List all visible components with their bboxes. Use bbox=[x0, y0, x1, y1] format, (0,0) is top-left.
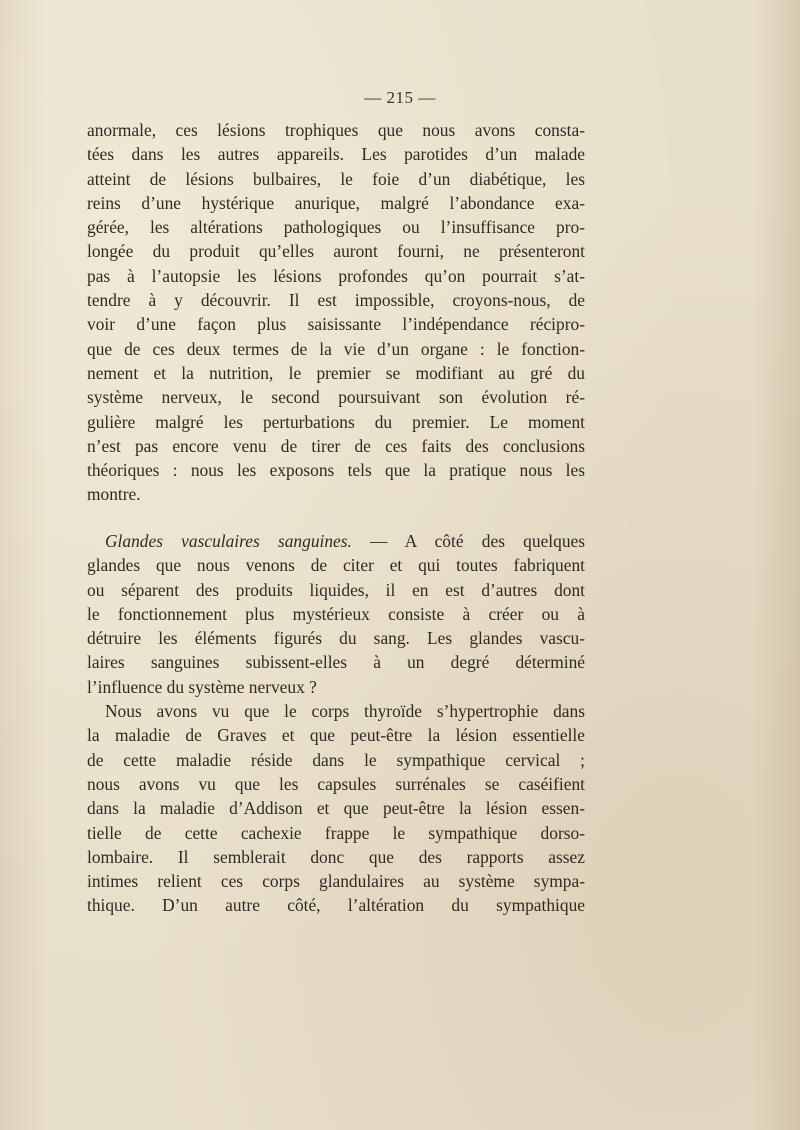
text-line: reins d’une hystérique anurique, malgré l’abondance exa- bbox=[87, 192, 585, 213]
text-line: laires sanguines subissent-elles à un degré déterminé bbox=[87, 652, 585, 673]
text-line: gulière malgré les perturbations du premier. Le moment bbox=[87, 411, 585, 432]
text-line: montre. bbox=[87, 484, 141, 505]
text-line: n’est pas encore venu de tirer de ces faits des conclusions bbox=[87, 435, 585, 456]
text-line: intimes relient ces corps glandulaires au système sympa- bbox=[87, 871, 585, 892]
text-line: pas à l’autopsie les lésions profondes qu’on pourrait s’at- bbox=[87, 265, 585, 286]
text-line: dans la maladie d’Addison et que peut-être la lésion essen- bbox=[87, 798, 585, 819]
text-line: la maladie de Graves et que peut-être la lésion essentielle bbox=[87, 725, 585, 746]
text-line: système nerveux, le second poursuivant son évolution ré- bbox=[87, 387, 585, 408]
text-line: nement et la nutrition, le premier se modifiant au gré du bbox=[87, 362, 585, 383]
text-line: le fonctionnement plus mystérieux consiste à créer ou à bbox=[87, 603, 585, 624]
section-glandes-vasculaires bbox=[87, 529, 585, 918]
page-number: — 215 — bbox=[364, 88, 436, 107]
text-line: détruire les éléments figurés du sang. Les glandes vascu- bbox=[87, 628, 585, 649]
text-line: tielle de cette cachexie frappe le sympathique dorso- bbox=[87, 822, 585, 843]
text-line: de cette maladie réside dans le sympathique cervical ; bbox=[87, 749, 585, 770]
text-line: gérée, les altérations pathologiques ou l’insuffisance pro- bbox=[87, 217, 585, 238]
text-line: Nous avons vu que le corps thyroïde s’hypertrophie dans bbox=[105, 701, 585, 722]
text-line: que de ces deux termes de la vie d’un organe : le fonction- bbox=[87, 338, 585, 359]
text-line: l’influence du système nerveux ? bbox=[87, 676, 317, 697]
text-line: tées dans les autres appareils. Les parotides d’un malade bbox=[87, 144, 585, 165]
text-line: thique. D’un autre côté, l’altération du sympathique bbox=[87, 895, 585, 916]
text-line: anormale, ces lésions trophiques que nous avons consta- bbox=[87, 120, 585, 140]
text-line: longée du produit qu’elles auront fourni, ne présenteront bbox=[87, 241, 585, 262]
text-line: tendre à y découvrir. Il est impossible, croyons-nous, de bbox=[87, 290, 585, 311]
section-first-line-text: — A côté des quelques bbox=[351, 531, 585, 551]
section-first-line bbox=[87, 529, 585, 553]
text-line: atteint de lésions bulbaires, le foie d’un diabétique, les bbox=[87, 168, 585, 189]
section-heading: Glandes vasculaires sanguines. bbox=[105, 531, 352, 551]
paragraph-continued bbox=[87, 118, 585, 507]
text-line: lombaire. Il semblerait donc que des rapports assez bbox=[87, 846, 585, 867]
text-line: nous avons vu que les capsules surrénales se caséifient bbox=[87, 773, 585, 794]
text-line: glandes que nous venons de citer et qui toutes fabriquent bbox=[87, 555, 585, 576]
text-line: ou séparent des produits liquides, il en est d’autres dont bbox=[87, 579, 585, 600]
text-line: voir d’une façon plus saisissante l’indépendance récipro- bbox=[87, 314, 585, 335]
text-line: théoriques : nous les exposons tels que la pratique nous les bbox=[87, 460, 585, 481]
